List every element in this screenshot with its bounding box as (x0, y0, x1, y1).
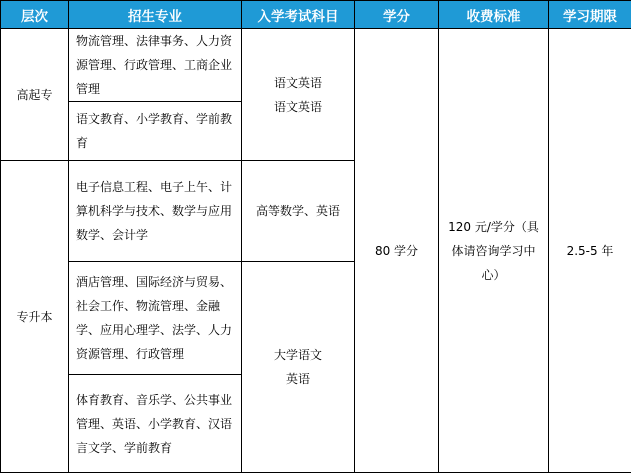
level-gaoqizhuan: 高起专 (1, 29, 69, 161)
fee-cell: 120 元/学分（具体请咨询学习中心） (439, 29, 549, 473)
exam-gaoqizhuan-line1: 语文英语 (273, 75, 322, 90)
header-row (1, 1, 631, 29)
header-major: 招生专业 (69, 1, 242, 29)
majors-zhuanshengben-1: 电子信息工程、电子上午、计算机科学与技术、数学与应用数学、会计学 (69, 161, 242, 262)
exam-zhuanshengben-23-line1: 大学语文 (273, 348, 322, 362)
credits-cell: 80 学分 (355, 29, 439, 473)
header-fee: 收费标准 (439, 1, 549, 29)
majors-zhuanshengben-2: 酒店管理、国际经济与贸易、社会工作、物流管理、金融学、应用心理学、法学、人力资源管理、行政管理 (69, 262, 242, 375)
exam-zhuanshengben-23-line2: 英语 (285, 372, 310, 386)
majors-zhuanshengben-3: 体育教育、音乐学、公共事业管理、英语、小学教育、汉语言文学、学前教育 (69, 375, 242, 473)
exam-zhuanshengben-1: 高等数学、英语 (242, 161, 355, 262)
level-zhuanshengben: 专升本 (1, 161, 69, 473)
table-row (1, 29, 631, 102)
exam-zhuanshengben-23 (242, 262, 355, 473)
header-duration: 学习期限 (549, 1, 631, 29)
exam-gaoqizhuan-line2: 语文英语 (273, 99, 322, 114)
header-level: 层次 (1, 1, 69, 29)
majors-gaoqizhuan-1: 物流管理、法律事务、人力资源管理、行政管理、工商企业管理 (69, 29, 242, 102)
exam-gaoqizhuan (242, 29, 355, 161)
header-exam-subjects: 入学考试科目 (242, 1, 355, 29)
duration-cell: 2.5-5 年 (549, 29, 631, 473)
majors-gaoqizhuan-2: 语文教育、小学教育、学前教育 (69, 102, 242, 161)
header-credits: 学分 (355, 1, 439, 29)
